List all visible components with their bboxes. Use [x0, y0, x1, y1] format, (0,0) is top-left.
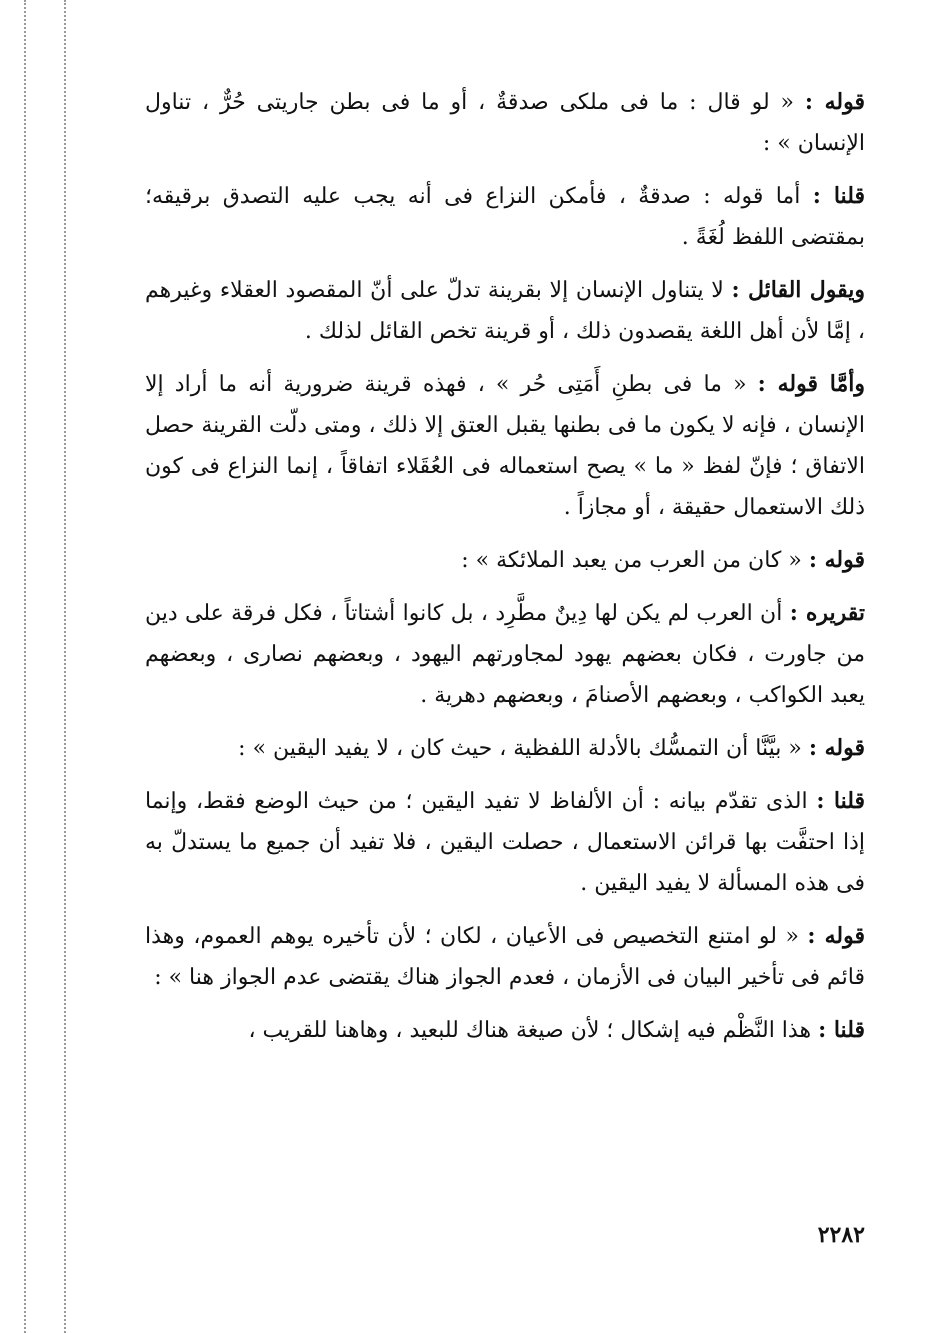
paragraph-lead: ويقول القائل :: [731, 277, 865, 303]
paragraph-lead: وأمَّا قوله :: [757, 371, 865, 397]
paragraph-lead: قلنا :: [816, 788, 866, 814]
paragraph: [145, 1010, 865, 1051]
margin-dotted-rule: [64, 0, 66, 1333]
paragraph: [145, 364, 865, 528]
paragraph-text: « بيَّنَّا أن التمسُّك بالأدلة اللفظية ، حيث كان ، لا يفيد اليقين » :: [238, 736, 809, 761]
page-number: ٢٢٨٢: [817, 1222, 865, 1248]
paragraph-text: هذا النَّظْم فيه إشكال ؛ لأن صيغة هناك للبعيد ، وهاهنا للقريب ،: [248, 1018, 819, 1043]
paragraph-text: لا يتناول الإنسان إلا بقرينة تدلّ على أنّ المقصود العقلاء وغيرهم ، إمَّا لأن أهل اللغة يقصدون ذلك ، أو قرينة تخص القائل لذلك .: [145, 278, 865, 344]
paragraph-text: « كان من العرب من يعبد الملائكة » :: [461, 548, 809, 573]
paragraph: [145, 176, 865, 258]
paragraph-lead: قلنا :: [818, 1017, 865, 1043]
paragraph-text: أما قوله : صدقةٌ ، فأمكن النزاع فى أنه يجب عليه التصدق برقيقه؛ بمقتضى اللفظ لُغَةً .: [145, 184, 865, 250]
paragraph: [145, 593, 865, 716]
paragraph-text: « لو قال : ما فى ملكى صدقةٌ ، أو ما فى بطن جاريتى حُرٌّ ، تناول الإنسان » :: [145, 90, 865, 156]
paragraph-text: الذى تقدّم بيانه : أن الألفاظ لا تفيد اليقين ؛ من حيث الوضع فقط، وإنما إذا احتفَّت بها قرائن الاستعمال ، حصلت اليقين ، فلا تفيد أن جميع ما يستدلّ به فى هذه المسألة لا يفيد اليقين .: [145, 789, 865, 896]
paragraph: [145, 540, 865, 581]
paragraph-lead: قلنا :: [812, 183, 865, 209]
paragraph: [145, 82, 865, 164]
paragraph-lead: قوله :: [804, 89, 865, 115]
paragraph: [145, 728, 865, 769]
paragraph-text: « ما فى بطنِ أَمَتِى حُر » ، فهذه قرينة ضرورية أنه ما أراد إلا الإنسان ، فإنه لا يكون ما فى بطنها يقبل العتق إلا ذلك ، ومتى دلّت القرينة حصل الاتفاق ؛ فإنّ لفظ « ما » يصح استعماله فى العُقَلاء اتفاقاً ، إنما النزاع فى كون ذلك الاستعمال حقيقة ، أو مجازاً .: [145, 372, 865, 520]
page-body: [145, 82, 865, 1063]
paragraph: [145, 781, 865, 904]
paragraph: [145, 270, 865, 352]
margin-dotted-rule: [24, 0, 26, 1333]
paragraph: [145, 916, 865, 998]
paragraph-text: « لو امتنع التخصيص فى الأعيان ، لكان ؛ لأن تأخيره يوهم العموم، وهذا قائم فى تأخير البيان فى الأزمان ، فعدم الجواز هناك يقتضى عدم الجواز هنا » :: [145, 924, 865, 990]
paragraph-lead: قوله :: [808, 735, 865, 761]
paragraph-lead: قوله :: [808, 547, 865, 573]
paragraph-lead: قوله :: [807, 923, 865, 949]
paragraph-lead: تقريره :: [789, 600, 866, 626]
paragraph-text: أن العرب لم يكن لها دِينٌ مطَّرِد ، بل كانوا أشتاتاً ، فكل فرقة على دين من جاورت ، فكان بعضهم يهود لمجاورتهم اليهود ، وبعضهم نصارى ، وبعضهم يعبد الكواكب ، وبعضهم الأصنامَ ، وبعضهم دهرية .: [145, 601, 865, 708]
